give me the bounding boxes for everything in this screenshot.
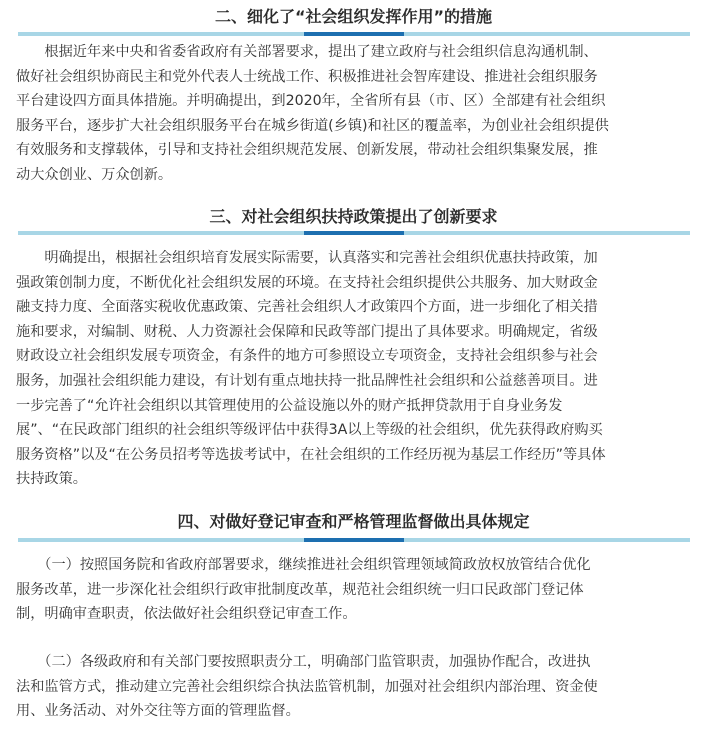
paragraph-line: 动大众创业、万众创新。 [16,166,173,183]
section-4-title-bar-accent [304,538,404,542]
paragraph-line: 有效服务和支撑载体，引导和支持社会组织规范发展、创新发展，带动社会组织集聚发展，推 [16,142,598,159]
paragraph-line: 服务平台，逐步扩大社会组织服务平台在城乡街道(乡镇)和社区的覆盖率，为创业社会组织提供 [16,117,609,134]
paragraph-line: 展”、“在民政部门组织的社会组织等级评估中获得3A以上等级的社会组织，优先获得政府购买 [16,422,603,439]
paragraph-line: 服务资格”以及“在公务员招考等选拔考试中，在社会组织的工作经历视为基层工作经历”等具体 [16,446,606,463]
paragraph-line: 一步完善了“允许社会组织以其管理使用的公益设施以外的财产抵押贷款用于自身业务发 [16,397,563,414]
paragraph-line: 服务改革，进一步深化社会组织行政审批制度改革，规范社会组织统一归口民政部门登记体 [16,581,584,598]
paragraph-line: 服务，加强社会组织能力建设，有计划有重点地扶持一批品牌性社会组织和公益慈善项目。进 [16,372,598,389]
paragraph-line: （二）各级政府和有关部门要按照职责分工，明确部门监管职责，加强协作配合，改进执 [16,654,591,670]
paragraph-line: 施和要求，对编制、财税、人力资源社会保障和民政等部门提出了具体要求。明确规定，省级 [16,323,598,340]
section-4-paragraph-1 [16,553,692,627]
section-2-title-bar-accent [304,32,404,36]
section-3-title: 三、对社会组织扶持政策提出了创新要求 [209,207,498,226]
section-3-title-bar [18,231,690,235]
section-2-paragraph [16,40,692,188]
paragraph-line: 平台建设四方面具体措施。并明确提出，到2020年，全省所有县（市、区）全部建有社会组织 [16,93,606,110]
paragraph-line: （一）按照国务院和省政府部署要求，继续推进社会组织管理领域简政放权放管结合优化 [16,557,591,573]
paragraph-line: 扶持政策。 [16,471,87,488]
section-2-title: 二、细化了“社会组织发挥作用”的措施 [214,7,493,26]
section-2-title-bar [18,32,690,36]
section-4-title: 四、对做好登记审查和严格管理监督做出具体规定 [177,512,530,531]
paragraph-line: 财政设立社会组织发展专项资金，有条件的地方可参照设立专项资金，支持社会组织参与社会 [16,348,598,365]
paragraph-line: 法和监管方式，推动建立完善社会组织综合执法监管机制，加强对社会组织内部治理、资金使 [16,678,598,695]
paragraph-line: 融支持力度、全面落实税收优惠政策、完善社会组织人才政策四个方面，进一步细化了相关措 [16,299,598,316]
section-3-title-bar-accent [304,231,404,235]
section-4-paragraph-2 [16,650,692,724]
section-4-title-bar [18,538,690,542]
paragraph-line: 明确提出，根据社会组织培育发展实际需要，认真落实和完善社会组织优惠扶持政策，加 [16,250,598,266]
paragraph-line: 制，明确审查职责，依法做好社会组织登记审查工作。 [16,606,357,623]
section-3-paragraph [16,246,692,492]
paragraph-line: 根据近年来中央和省委省政府有关部署要求，提出了建立政府与社会组织信息沟通机制、 [16,44,598,60]
paragraph-line: 用、业务活动、对外交往等方面的管理监督。 [16,703,300,720]
paragraph-line: 强政策创制力度，不断优化社会组织发展的环境。在支持社会组织提供公共服务、加大财政金 [16,274,598,291]
paragraph-line: 做好社会组织协商民主和党外代表人士统战工作、积极推进社会智库建设、推进社会组织服务 [16,68,598,85]
